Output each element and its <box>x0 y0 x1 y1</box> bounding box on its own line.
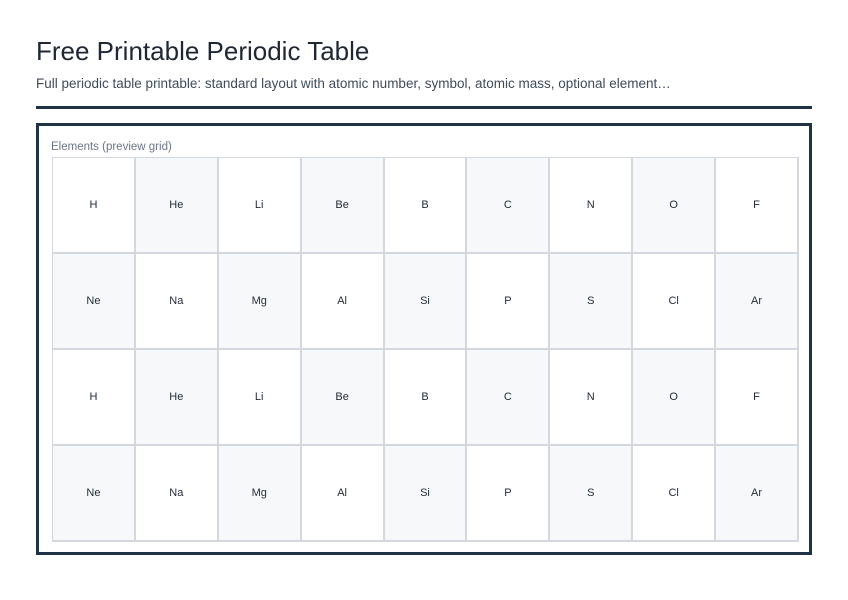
element-cell: Si <box>385 254 468 350</box>
element-cell: Na <box>136 254 219 350</box>
element-cell: B <box>385 158 468 254</box>
element-cell: C <box>467 350 550 446</box>
grid-caption: Elements (preview grid) <box>51 141 172 153</box>
element-cell: S <box>550 254 633 350</box>
element-cell: Li <box>219 350 302 446</box>
element-cell: Be <box>302 158 385 254</box>
element-cell: Be <box>302 350 385 446</box>
element-cell: Ar <box>716 254 799 350</box>
element-cell: Mg <box>219 446 302 542</box>
element-cell: Si <box>385 446 468 542</box>
element-cell: S <box>550 446 633 542</box>
element-cell: O <box>633 350 716 446</box>
element-cell: Li <box>219 158 302 254</box>
element-cell: Ar <box>716 446 799 542</box>
element-cell: N <box>550 158 633 254</box>
header-divider <box>36 106 812 109</box>
periodic-table-frame <box>36 123 812 555</box>
element-cell: Na <box>136 446 219 542</box>
element-cell: Cl <box>633 446 716 542</box>
element-cell: F <box>716 350 799 446</box>
element-cell: P <box>467 254 550 350</box>
element-grid <box>52 157 799 542</box>
element-cell: Mg <box>219 254 302 350</box>
page-subtitle: Full periodic table printable: standard layout with atomic number, symbol, atomic mass, optional element… <box>36 76 671 91</box>
element-cell: Ne <box>53 446 136 542</box>
element-cell: He <box>136 158 219 254</box>
element-cell: B <box>385 350 468 446</box>
element-cell: Cl <box>633 254 716 350</box>
element-cell: O <box>633 158 716 254</box>
element-cell: Ne <box>53 254 136 350</box>
element-cell: H <box>53 158 136 254</box>
element-cell: Al <box>302 254 385 350</box>
element-cell: H <box>53 350 136 446</box>
element-cell: He <box>136 350 219 446</box>
element-cell: Al <box>302 446 385 542</box>
element-cell: C <box>467 158 550 254</box>
element-cell: F <box>716 158 799 254</box>
element-cell: N <box>550 350 633 446</box>
element-cell: P <box>467 446 550 542</box>
page-title: Free Printable Periodic Table <box>36 36 370 66</box>
